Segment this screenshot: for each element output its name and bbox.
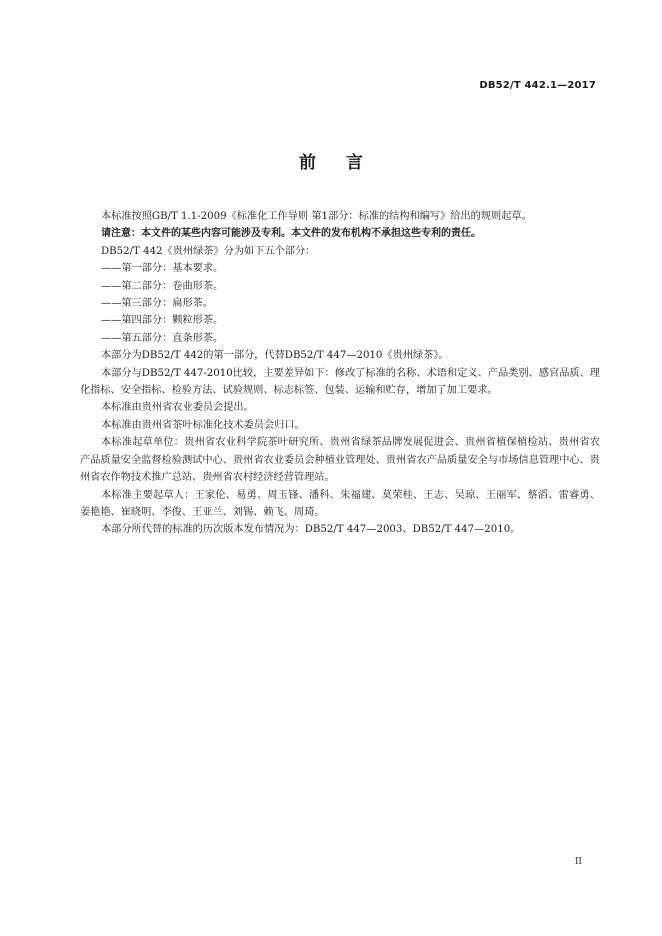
paragraph-parts-intro: DB52/T 442《贵州绿茶》分为如下五个部分： <box>101 245 316 257</box>
paragraph-proposer: 本标准由贵州省农业委员会提出。 <box>101 402 254 414</box>
paragraph-replacement: 本部分为DB52/T 442的第一部分，代替DB52/T 447—2010《贵州绿茶》。 <box>101 350 449 362</box>
list-item: ——第一部分：基本要求。 <box>101 263 224 275</box>
page-number: II <box>574 857 582 867</box>
list-item: ——第五部分：直条形茶。 <box>101 332 224 344</box>
paragraph-previous-editions: 本部分所代替的标准的历次版本发布情况为：DB52/T 447—2003、DB52/T 447—2010。 <box>101 524 521 536</box>
paragraph-drafting-rules: 本标准按照GB/T 1.1-2009《标准化工作导则 第1部分：标准的结构和编写》给出的规则起草。 <box>101 211 532 222</box>
list-item: ——第四部分：颗粒形茶。 <box>101 315 224 327</box>
paragraph-drafters: 本标准主要起草人：王家伦、易勇、周玉锋、潘科、朱福建、莫荣桂、王志、吴琼、王丽军、蔡滔、雷睿勇、姜艳艳、崔晓明、李俊、王亚兰、刘锡、赖飞、周琦。 <box>80 489 600 518</box>
document-body <box>80 208 600 539</box>
paragraph-committee: 本标准由贵州省茶叶标准化技术委员会归口。 <box>101 419 305 431</box>
list-item: ——第三部分：扁形茶。 <box>101 298 214 310</box>
standard-code: DB52/T 442.1—2017 <box>479 80 596 91</box>
paragraph-differences: 本部分与DB52/T 447-2010比较，主要差异如下：修改了标准的名称、术语和定义、产品类别、感官品质、理化指标、安全指标、检验方法、试验规则、标志标签、包装、运输和贮存，增加了加工要求。 <box>80 367 600 397</box>
paragraph-patent-notice: 请注意：本文件的某些内容可能涉及专利。本文件的发布机构不承担这些专利的责任。 <box>101 228 481 240</box>
paragraph-drafting-units: 本标准起草单位：贵州省农业科学院茶叶研究所、贵州省绿茶品牌发展促进会、贵州省植保植检站、贵州省农产品质量安全监督检验测试中心、贵州省农业委员会种植业管理处、贵州省农产品质量安全与市场信息管理中心、贵州省农作物技术推广总站、贵州省农村经济经营管理站。 <box>80 437 600 484</box>
page-title: 前言 <box>299 153 393 173</box>
list-item: ——第二部分：卷曲形茶。 <box>101 280 224 292</box>
